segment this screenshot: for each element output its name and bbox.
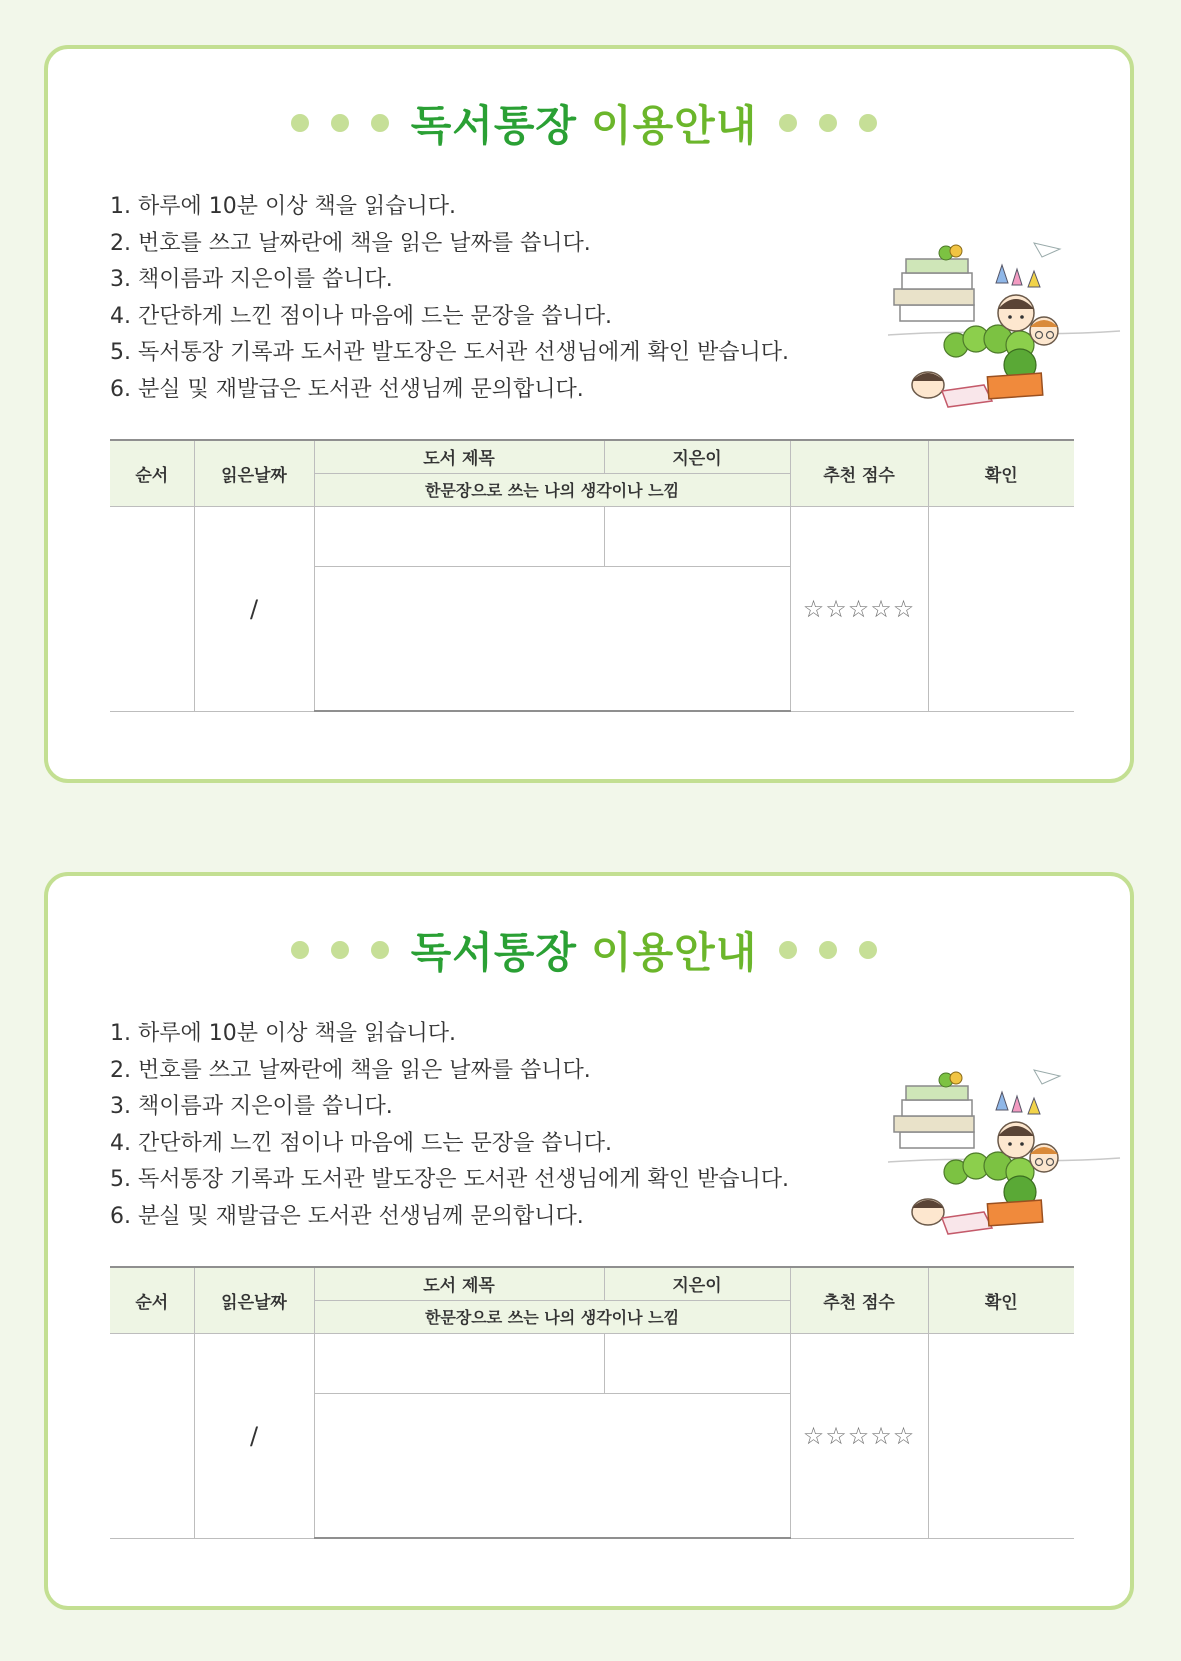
rating-stars[interactable]: ☆☆☆☆☆	[790, 506, 928, 711]
header-rating: 추천 점수	[790, 1267, 928, 1333]
header-order: 순서	[110, 440, 194, 506]
title-sub: 이용안내	[591, 101, 758, 150]
header-date: 읽은날짜	[194, 1267, 314, 1333]
author-cell[interactable]	[604, 1333, 790, 1393]
book-title-cell[interactable]	[314, 506, 604, 566]
header-check: 확인	[928, 1267, 1074, 1333]
header-one-line: 한문장으로 쓰는 나의 생각이나 느낌	[314, 473, 790, 506]
date-cell[interactable]: /	[194, 1333, 314, 1538]
dot-icon	[859, 941, 877, 959]
title-sub: 이용안내	[591, 928, 758, 977]
rule-item: 5. 독서통장 기록과 도서관 발도장은 도서관 선생님에게 확인 받습니다.	[110, 340, 789, 365]
rating-stars[interactable]: ☆☆☆☆☆	[790, 1333, 928, 1538]
rule-item: 3. 책이름과 지은이를 씁니다.	[110, 267, 393, 292]
rule-item: 6. 분실 및 재발급은 도서관 선생님께 문의합니다.	[110, 1203, 584, 1229]
check-cell[interactable]	[928, 1333, 1074, 1538]
rules-list	[110, 189, 789, 408]
rule-item: 1. 하루에 10분 이상 책을 읽습니다.	[110, 194, 456, 219]
rules-list	[110, 1016, 789, 1235]
reading-children-books-icon	[884, 235, 1124, 411]
check-cell[interactable]	[928, 506, 1074, 711]
header-author: 지은이	[604, 1267, 790, 1300]
title-dots-left	[291, 114, 389, 132]
header-date: 읽은날짜	[194, 440, 314, 506]
dot-icon	[819, 941, 837, 959]
header-rating: 추천 점수	[790, 440, 928, 506]
dot-icon	[779, 941, 797, 959]
dot-icon	[779, 114, 797, 132]
header-one-line: 한문장으로 쓰는 나의 생각이나 느낌	[314, 1300, 790, 1333]
reading-log-table	[110, 439, 1074, 712]
title-dots-right	[779, 941, 877, 959]
dot-icon	[371, 941, 389, 959]
dot-icon	[331, 114, 349, 132]
card-title	[48, 93, 1130, 163]
one-line-cell[interactable]	[314, 1393, 790, 1538]
header-check: 확인	[928, 440, 1074, 506]
reading-log-card-1	[44, 45, 1134, 783]
author-cell[interactable]	[604, 506, 790, 566]
date-cell[interactable]: /	[194, 506, 314, 711]
title-text	[411, 93, 758, 153]
dot-icon	[291, 114, 309, 132]
reading-log-table	[110, 1266, 1074, 1539]
header-book-title: 도서 제목	[314, 440, 604, 473]
rule-item: 2. 번호를 쓰고 날짜란에 책을 읽은 날짜를 씁니다.	[110, 230, 591, 256]
dot-icon	[331, 941, 349, 959]
header-order: 순서	[110, 1267, 194, 1333]
card-title	[48, 920, 1130, 990]
header-author: 지은이	[604, 440, 790, 473]
dot-icon	[819, 114, 837, 132]
rule-item: 3. 책이름과 지은이를 씁니다.	[110, 1094, 393, 1119]
book-title-cell[interactable]	[314, 1333, 604, 1393]
reading-children-books-icon	[884, 1062, 1124, 1238]
rule-item: 6. 분실 및 재발급은 도서관 선생님께 문의합니다.	[110, 376, 584, 402]
order-cell[interactable]	[110, 1333, 194, 1538]
one-line-cell[interactable]	[314, 566, 790, 711]
title-main: 독서통장	[410, 101, 577, 150]
rule-item: 2. 번호를 쓰고 날짜란에 책을 읽은 날짜를 씁니다.	[110, 1057, 591, 1083]
title-dots-right	[779, 114, 877, 132]
title-dots-left	[291, 941, 389, 959]
title-text	[411, 920, 758, 980]
rule-item: 4. 간단하게 느낀 점이나 마음에 드는 문장을 씁니다.	[110, 1130, 612, 1156]
order-cell[interactable]	[110, 506, 194, 711]
dot-icon	[371, 114, 389, 132]
rule-item: 1. 하루에 10분 이상 책을 읽습니다.	[110, 1021, 456, 1046]
rule-item: 4. 간단하게 느낀 점이나 마음에 드는 문장을 씁니다.	[110, 303, 612, 329]
title-main: 독서통장	[410, 928, 577, 977]
dot-icon	[859, 114, 877, 132]
header-book-title: 도서 제목	[314, 1267, 604, 1300]
reading-log-card-2	[44, 872, 1134, 1610]
rule-item: 5. 독서통장 기록과 도서관 발도장은 도서관 선생님에게 확인 받습니다.	[110, 1167, 789, 1192]
dot-icon	[291, 941, 309, 959]
